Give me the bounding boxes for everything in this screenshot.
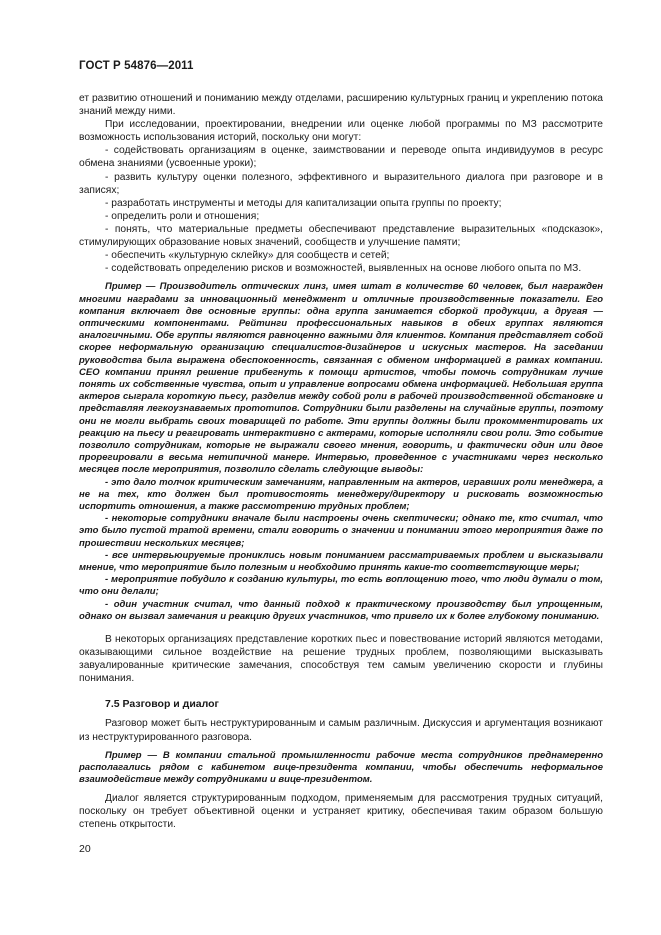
list-item: - обеспечить «культурную склейку» для сообществ и сетей; — [105, 250, 390, 262]
list-item: - содействовать определению рисков и возможностей, выявленных на основе любого опыта по МЗ. — [105, 263, 582, 275]
list-item: - разработать инструменты и методы для капитализации опыта группы по проекту; — [105, 197, 502, 209]
document-header: ГОСТ Р 54876—2011 — [79, 60, 194, 72]
paragraph: Диалог является структурированным подходом, применяемым для рассмотрения трудных ситуаций, поскольку он требует объективной оценки и устраняет критику, обеспечивая таким образом большую степень открытости. — [79, 793, 603, 831]
paragraph: Разговор может быть неструктурированным и самым различным. Дискуссия и аргументация возникают из неструктурированного разговора. — [79, 718, 603, 743]
example-list-item: - все интервьюируемые прониклись новым пониманием рассматриваемых проблем и высказывали мнение, что мероприятие было полезным и необходимо принять какие-то соответствующие меры; — [79, 549, 603, 573]
paragraph: В некоторых организациях представление коротких пьес и повествование историй являются методами, оказывающими сильное воздействие на решение трудных проблем, позволяющими высказывать завуалированные критические замечания, способствуя тем самым увеличению скорости и глубины понимания. — [79, 634, 603, 685]
paragraph: При исследовании, проектировании, внедрении или оценке любой программы по МЗ рассмотрите возможность использования историй, поскольку они могут: — [79, 119, 603, 144]
list-item: - определить роли и отношения; — [105, 210, 260, 222]
paragraph: ет развитию отношений и пониманию между отделами, расширению культурных границ и укреплению потока знаний между ними. — [79, 93, 603, 118]
example-paragraph: Пример — Производитель оптических линз, имея штат в количестве 60 человек, был награжден многими наградами за инновационный менеджмент и отличные производственные показатели. Его компания включает две основные группы: одна группа занимается сборкой продукции, а другая — оптическими компонентами. Рейтинги профессиональных навыков в обеих группах являются аналогичными. Обе группы являются равноценно важными для клиентов. Компания представляет собой скорее неформальную организацию специалистов-дизайнеров и искусных мастеров. На заседании руководства была выражена обеспокоенность, связанная с обменом информацией в рамках компании. CEO компании принял решение прибегнуть к помощи артистов, чтобы помочь сотрудникам лучше понять их собственные чувства, опыт и управление вопросами обмена информацией. Небольшая группа актеров сыграла короткую пьесу, разделив между собой роли в рабочей производственной обстановке и представляя легкоузнаваемых прототипов. Сотрудники были разделены на случайные группы, поэтому они не могли выбрать своих товарищей по работе. Эти группы должны были прокомментировать их реакцию на пьесу и реагировать интерактивно с актерами, которые исполняли свои роли. Это событие позволило сотрудникам, которые не выражали своего мнения, говорить, и фактически один или двое прорегировали в весьма нетипичной манере. Интервью, проведенное с участниками через несколько месяцев после мероприятия, позволило сделать следующие выводы: — [79, 281, 603, 476]
page-number: 20 — [79, 843, 91, 855]
example-paragraph: Пример — В компании стальной промышленности рабочие места сотрудников преднамеренно располагались рядом с кабинетом вице-президента компании, чтобы обеспечить неформальное взаимодействие между сотрудниками и вице-президентом. — [79, 749, 603, 786]
example-list-item: - мероприятие побудило к созданию культуры, то есть воплощению того, что люди думали о том, что они делали; — [79, 574, 603, 598]
list-item: - содействовать организациям в оценке, заимствовании и переводе опыта индивидуумов в ресурс обмена знаниями (усвоенные уроки); — [79, 145, 603, 170]
list-item: - развить культуру оценки полезного, эффективного и выразительного диалога при разговоре и в записях; — [79, 171, 603, 196]
list-item: - понять, что материальные предметы обеспечивают представление выразительных «подсказок», стимулирующих образование новых значений, сообществ и улучшение памяти; — [79, 223, 603, 249]
example-list-item: - один участник считал, что данный подход к практическому производству был упрощенным, однако он вызвал замечания и реакцию других участников, что привело их к более глубокому пониманию. — [79, 598, 603, 622]
example-list-item: - это дало толчок критическим замечаниям, направленным на актеров, игравших роли менеджера, а не на тех, кто должен был противостоять менеджеру/директору и рисковать возможностью испортить отношения, а также рассмотрению трудных проблем; — [79, 476, 603, 512]
section-heading: 7.5 Разговор и диалог — [105, 698, 219, 711]
page-body — [79, 92, 603, 832]
example-list-item: - некоторые сотрудники вначале были настроены очень скептически; однако те, кто считал, что это было пустой тратой времени, стали говорить о значении и понимании этого мероприятия даже по прошествии нескольких месяцев; — [79, 513, 603, 549]
